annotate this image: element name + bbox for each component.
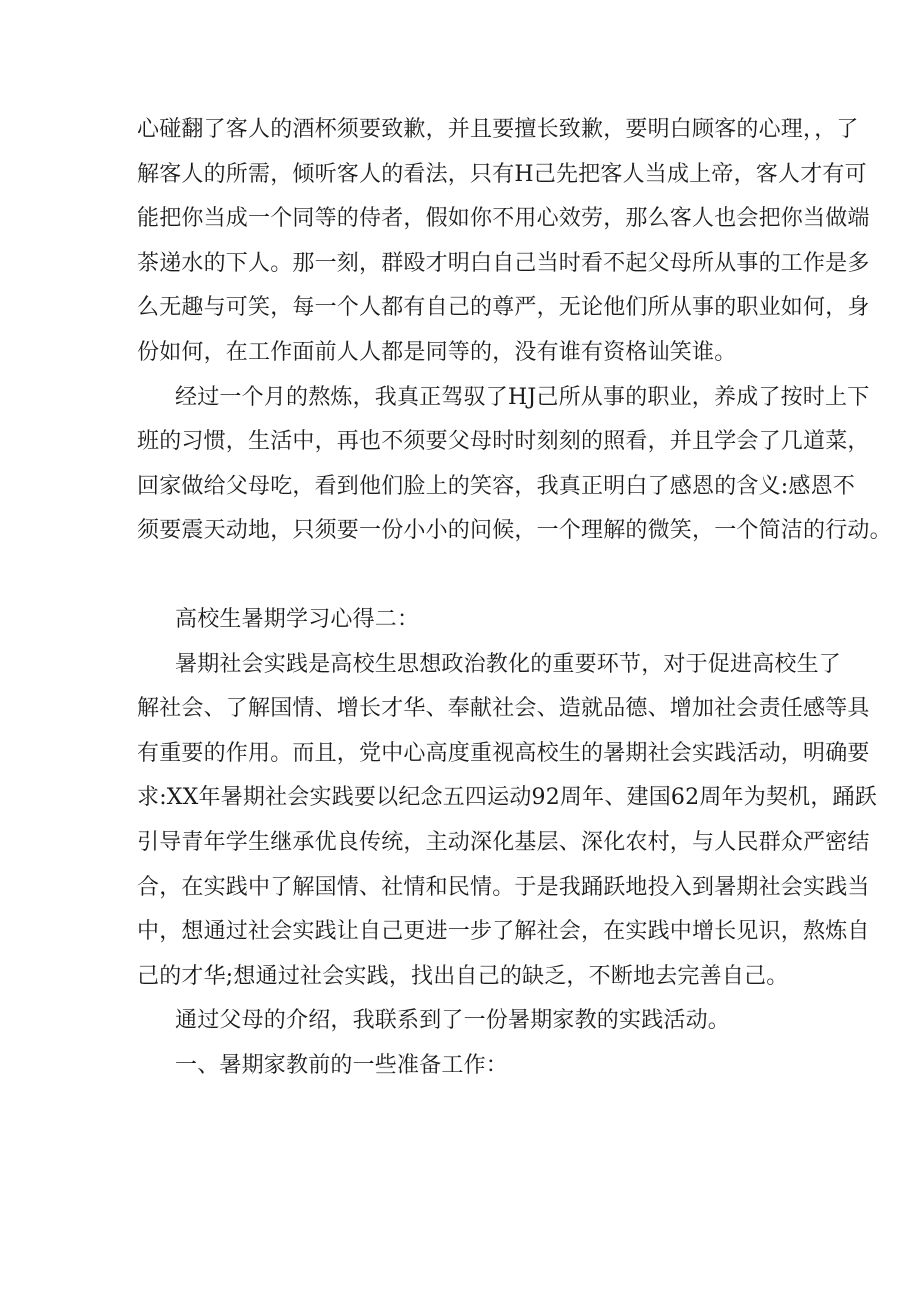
text-line: 心碰翻了客人的酒杯须要致歉，并且要擅长致歉，要明白顾客的心理，，了: [137, 117, 859, 142]
paragraph-4: [137, 643, 877, 1000]
text-line: 求:XX年暑期社会实践要以纪念五四运动92周年、建国62周年为契机，踊跃: [137, 785, 877, 811]
paragraph-5: [137, 999, 777, 1044]
heading-line: 高校生暑期学习心得二：: [175, 606, 420, 632]
document-page: [137, 108, 892, 1088]
section-heading: [137, 598, 777, 643]
text-line: 经过一个月的熬炼，我真正驾驭了HJ己所从事的职业，养成了按时上下: [175, 384, 870, 410]
text-line: 茶递水的下人。那一刻，群殴才明白自己当时看不起父母所从事的工作是多: [137, 250, 870, 276]
text-line: 回家做给父母吃，看到他们脸上的笑容，我真正明白了感恩的含义:感恩不: [137, 473, 856, 499]
text-line: 暑期社会实践是高校生思想政治教化的重要环节，对于促进高校生了: [175, 651, 842, 677]
text-line: 须要震天动地，只须要一份小小的问候，一个理解的微笑，一个简洁的行动。: [137, 518, 892, 544]
text-line: 一、暑期家教前的一些准备工作：: [175, 1052, 509, 1078]
paragraph-1: [137, 108, 870, 376]
text-line: 己的才华;想通过社会实践，找出自己的缺乏，不断地去完善自己。: [137, 963, 789, 989]
text-line: 解客人的所需，倾听客人的看法，只有H己先把客人当成上帝，客人才有可: [137, 161, 867, 187]
text-line: 中，想通过社会实践让自己更进一步了解社会，在实践中增长见识，熬炼自: [137, 919, 870, 945]
text-line: 么无趣与可笑，每一个人都有自己的尊严，无论他们所从事的职业如何，身: [137, 295, 870, 321]
text-line: 能把你当成一个同等的侍者，假如你不用心效劳，那么客人也会把你当做端: [137, 206, 870, 232]
text-line: 有重要的作用。而且，党中心高度重视高校生的暑期社会实践活动，明确要: [137, 740, 870, 766]
text-line: 解社会、了解国情、增长才华、奉献社会、造就品德、增加社会责任感等具: [137, 696, 870, 722]
text-line: 班的习惯，生活中，再也不须要父母时时刻刻的照看，并且学会了几道菜，: [137, 429, 870, 455]
text-line: 合，在实践中了解国情、社情和民情。于是我踊跃地投入到暑期社会实践当: [137, 874, 870, 900]
paragraph-2: [137, 376, 892, 554]
text-line: 份如何，在工作面前人人都是同等的，没有谁有资格讪笑谁。: [137, 339, 737, 365]
text-line: 引导青年学生继承优良传统，主动深化基层、深化农村，与人民群众严密结: [137, 829, 870, 855]
paragraph-6: [137, 1044, 777, 1089]
text-line: 通过父母的介绍，我联系到了一份暑期家教的实践活动。: [175, 1008, 731, 1034]
